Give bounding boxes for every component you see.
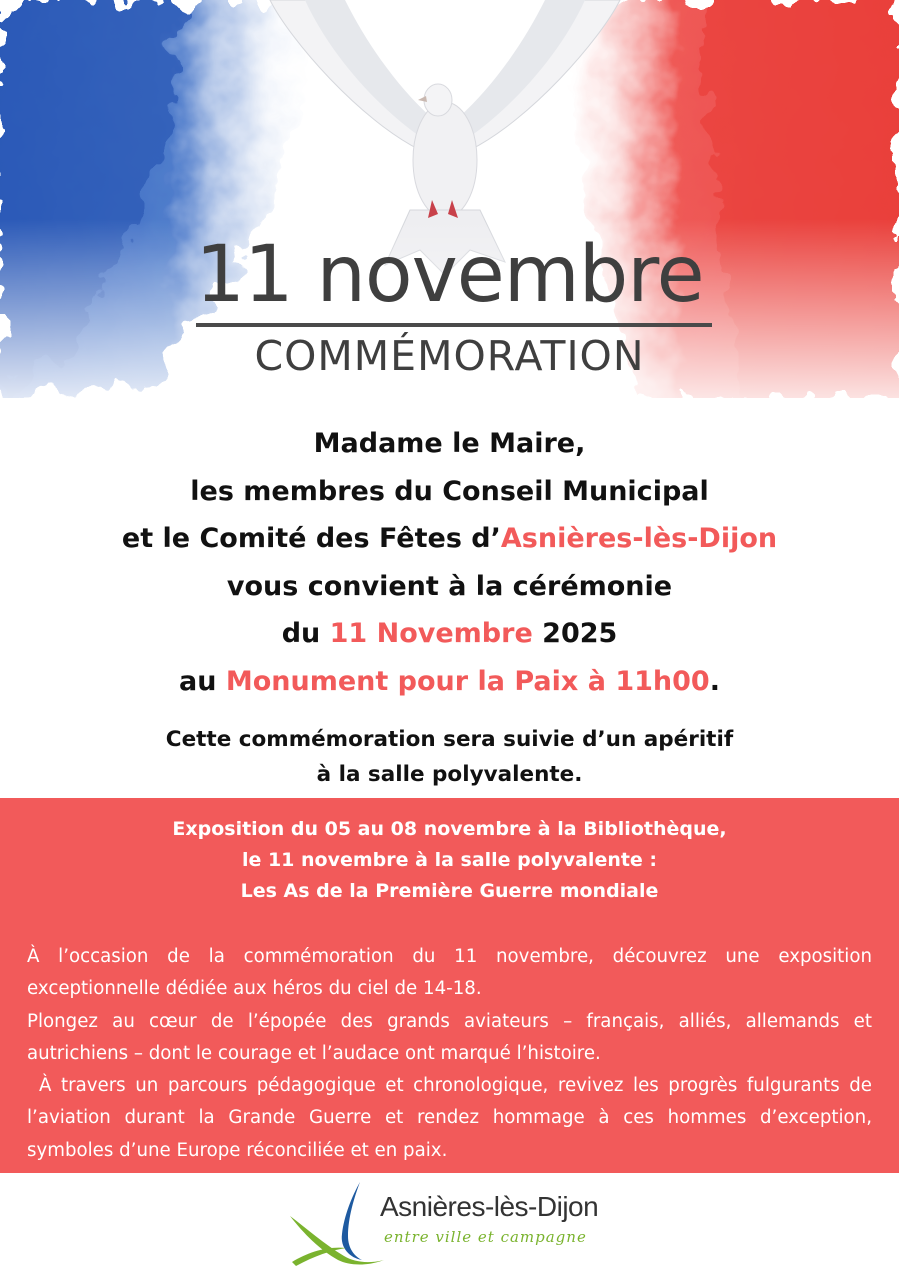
exhibition-paragraph: À l’occasion de la commémoration du 11 novembre, découvrez une exposition exceptionnelle dédiée aux héros du ciel de 14-18.: [27, 946, 872, 1000]
aperitif-line: à la salle polyvalente.: [316, 762, 583, 787]
exhibition-title-line: le 11 novembre à la salle polyvalente :: [241, 849, 658, 871]
invitation-line: [0, 515, 899, 563]
exhibition-description: [27, 941, 872, 1167]
hero-title: 11 novembre: [195, 230, 704, 320]
exhibition-paragraph: Plongez au cœur de l’épopée des grands aviateurs – français, alliés, allemands et autrichiens – dont le courage et l’audace ont marqué l’histoire.: [27, 1010, 872, 1064]
exhibition-title-line: Les As de la Première Guerre mondiale: [240, 880, 659, 902]
ceremony-place-time: Monument pour la Paix à 11h00: [225, 665, 710, 697]
invitation-text-fragment: au: [179, 665, 226, 697]
invitation-line: [0, 658, 899, 706]
aperitif-line: Cette commémoration sera suivie d’un apéritif: [165, 727, 734, 752]
town-name: Asnières-lès-Dijon: [500, 523, 778, 554]
invitation-text-fragment: du: [281, 618, 330, 649]
exhibition-title-line: Exposition du 05 au 08 novembre à la Bibliothèque,: [172, 818, 727, 840]
hero-divider: [196, 323, 712, 327]
invitation-line: vous convient à la cérémonie: [226, 570, 673, 602]
exhibition-paragraph: À travers un parcours pédagogique et chronologique, revivez les progrès fulgurants de l’aviation durant la Grande Guerre et rendez hommage à ces hommes d’exception, symboles d’une Europe réconciliée et en paix.: [27, 1075, 872, 1161]
invitation-text-fragment: .: [709, 665, 720, 697]
ceremony-year: 2025: [532, 618, 618, 649]
exhibition-title: [0, 814, 899, 907]
logo-name: Asnières-lès-Dijon: [380, 1191, 599, 1222]
logo-swoosh-icon: [288, 1178, 388, 1268]
town-logo: [288, 1178, 618, 1268]
exhibition-section: [0, 798, 899, 1173]
invitation-line: les membres du Conseil Municipal: [190, 475, 709, 507]
invitation-line: Madame le Maire,: [313, 428, 586, 459]
ceremony-date: 11 Novembre: [329, 618, 533, 649]
invitation-text-fragment: et le Comité des Fêtes d’: [121, 523, 501, 554]
aperitif-notice: [0, 722, 899, 792]
logo-tagline: entre ville et campagne: [384, 1228, 587, 1246]
invitation-text: [0, 420, 899, 705]
hero-subtitle: COMMÉMORATION: [254, 332, 645, 380]
hero-banner: [0, 0, 899, 398]
invitation-line: [0, 610, 899, 658]
